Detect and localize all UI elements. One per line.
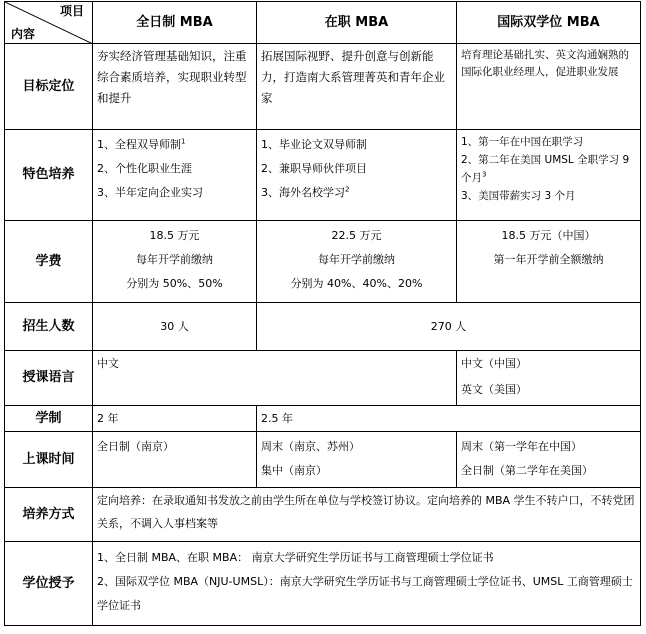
footnote-2: 2: [345, 185, 350, 194]
enroll-parttime-international: 270 人: [257, 303, 641, 351]
tuition-international: [457, 221, 641, 303]
degree-line-2: 2、国际双学位 MBA（NJU-UMSL）：南京大学研究生学历证书与工商管理硕士学位证书、UMSL 工商管理硕士学位证书: [97, 575, 633, 612]
footnote-1: 1: [181, 137, 186, 146]
feature-international-item-2: 2、第二年在美国 UMSL 全职学习 9 个月: [461, 154, 630, 184]
feature-fulltime: [93, 130, 257, 221]
feature-international-item-3: 3、美国带薪实习 3 个月: [461, 190, 576, 202]
row-schedule: [5, 432, 641, 488]
schedule-international-1: 周末（第一学年在中国）: [461, 440, 582, 453]
duration-fulltime: 2 年: [93, 406, 257, 432]
tuition-parttime-when: 每年开学前缴纳: [318, 253, 395, 266]
column-header-international: 国际双学位 MBA: [457, 2, 641, 44]
tuition-fulltime-split: 分别为 50%、50%: [126, 277, 223, 290]
schedule-parttime: [257, 432, 457, 488]
row-label-feature: 特色培养: [5, 130, 93, 221]
row-label-language: 授课语言: [5, 351, 93, 406]
row-label-training: 培养方式: [5, 488, 93, 542]
corner-bottom-label: 内容: [11, 27, 36, 41]
row-language: [5, 351, 641, 406]
tuition-international-when: 第一年开学前全额缴纳: [493, 253, 604, 266]
row-degree: [5, 542, 641, 626]
schedule-parttime-2: 集中（南京）: [261, 464, 327, 477]
row-label-tuition: 学费: [5, 221, 93, 303]
corner-cell: [5, 2, 93, 44]
row-goal: [5, 44, 641, 130]
tuition-parttime: [257, 221, 457, 303]
tuition-parttime-split: 分别为 40%、40%、20%: [290, 277, 423, 290]
language-international-2: 英文（美国）: [461, 383, 527, 396]
degree-line-1: 1、全日制 MBA、在职 MBA： 南京大学研究生学历证书与工商管理硕士学位证书: [97, 551, 494, 564]
language-chinese: 中文: [97, 357, 119, 370]
training-text: 定向培养：在录取通知书发放之前由学生所在单位与学校签订协议。定向培养的 MBA 学生不转户口，不转党团关系，不调入人事档案等: [93, 488, 641, 542]
feature-parttime: [257, 130, 457, 221]
tuition-parttime-amount: 22.5 万元: [331, 229, 382, 242]
duration-parttime-international: 2.5 年: [257, 406, 641, 432]
language-international: [457, 351, 641, 406]
row-label-degree: 学位授予: [5, 542, 93, 626]
mba-comparison-table: [4, 1, 641, 626]
footnote-3: 3: [482, 170, 487, 179]
tuition-fulltime: [93, 221, 257, 303]
row-label-goal: 目标定位: [5, 44, 93, 130]
feature-international: [457, 130, 641, 221]
row-duration: [5, 406, 641, 432]
schedule-fulltime: [93, 432, 257, 488]
schedule-fulltime-1: 全日制（南京）: [97, 440, 174, 453]
row-tuition: [5, 221, 641, 303]
row-label-enroll: 招生人数: [5, 303, 93, 351]
goal-parttime: 拓展国际视野、提升创意与创新能力，打造南大系管理菁英和青年企业家: [257, 44, 457, 130]
feature-fulltime-item-2: 2、个性化职业生涯: [97, 162, 192, 175]
tuition-fulltime-amount: 18.5 万元: [149, 229, 200, 242]
row-enroll: [5, 303, 641, 351]
language-fulltime-parttime: [93, 351, 457, 406]
row-training: [5, 488, 641, 542]
goal-international: 培育理论基础扎实、英文沟通娴熟的国际化职业经理人，促进职业发展: [457, 44, 641, 130]
row-label-schedule: 上课时间: [5, 432, 93, 488]
schedule-international: [457, 432, 641, 488]
enroll-fulltime: 30 人: [93, 303, 257, 351]
row-label-duration: 学制: [5, 406, 93, 432]
column-header-fulltime: 全日制 MBA: [93, 2, 257, 44]
feature-fulltime-item-1: 1、全程双导师制: [97, 138, 181, 151]
corner-top-label: 项目: [59, 4, 84, 18]
tuition-fulltime-when: 每年开学前缴纳: [136, 253, 213, 266]
feature-parttime-item-2: 2、兼职导师伙伴项目: [261, 162, 367, 175]
degree-text: [93, 542, 641, 626]
feature-fulltime-item-3: 3、半年定向企业实习: [97, 186, 203, 199]
feature-parttime-item-1: 1、毕业论文双导师制: [261, 138, 367, 151]
header-row: [5, 2, 641, 44]
language-international-1: 中文（中国）: [461, 357, 527, 370]
feature-international-item-1: 1、第一年在中国在职学习: [461, 136, 584, 148]
goal-fulltime: 夯实经济管理基础知识，注重综合素质培养，实现职业转型和提升: [93, 44, 257, 130]
feature-parttime-item-3: 3、海外名校学习: [261, 186, 345, 199]
tuition-international-amount: 18.5 万元（中国）: [501, 229, 596, 242]
row-feature: [5, 130, 641, 221]
schedule-parttime-1: 周末（南京、苏州）: [261, 440, 360, 453]
schedule-international-2: 全日制（第二学年在美国）: [461, 464, 593, 477]
column-header-parttime: 在职 MBA: [257, 2, 457, 44]
